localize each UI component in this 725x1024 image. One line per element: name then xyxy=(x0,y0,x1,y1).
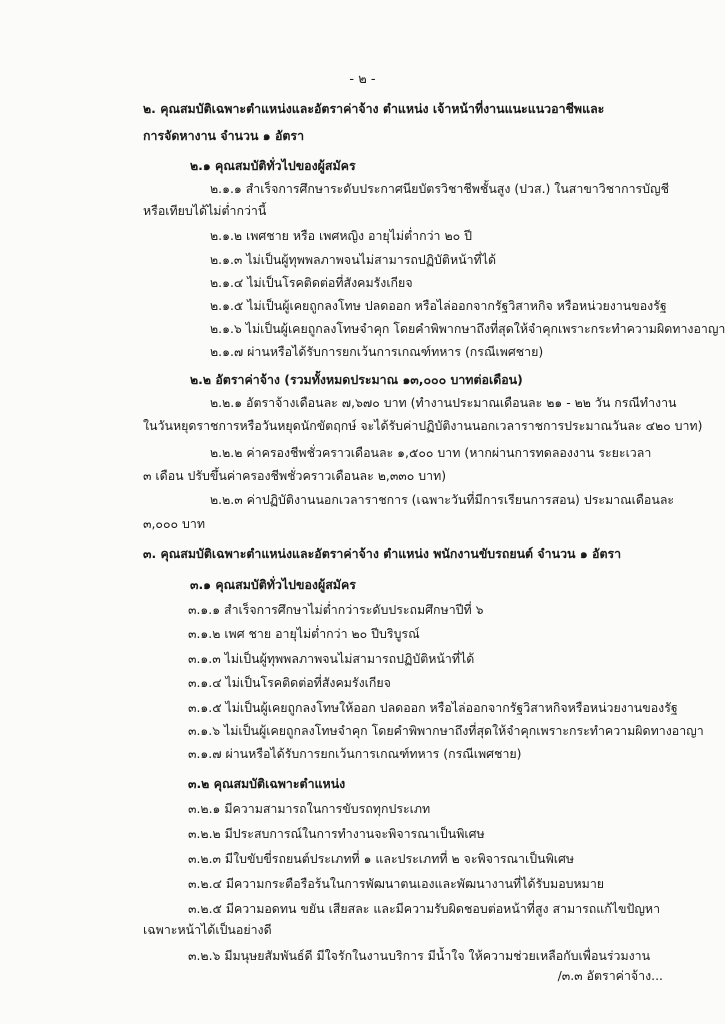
spec-3-2-2: ๓.๒.๒ มีประสบการณ์ในการทำงานจะพิจารณาเป็นพิเศษ xyxy=(188,826,485,841)
spec-3-2-3: ๓.๒.๓ มีใบขับขี่รถยนต์ประเภทที่ ๑ และประเภทที่ ๒ จะพิจารณาเป็นพิเศษ xyxy=(188,851,575,866)
item-3-1-4: ๓.๑.๔ ไม่เป็นโรคติดต่อที่สังคมรังเกียจ xyxy=(188,675,391,690)
item-3-1-3: ๓.๑.๓ ไม่เป็นผู้ทุพพลภาพจนไม่สามารถปฏิบัติหน้าที่ได้ xyxy=(188,651,475,666)
item-3-1-5: ๓.๑.๕ ไม่เป็นผู้เคยถูกลงโทษให้ออก ปลดออก หรือไล่ออกจากรัฐวิสาหกิจหรือหน่วยงานของรัฐ xyxy=(188,700,678,715)
section-2-2-heading: ๒.๒ อัตราค่าจ้าง (รวมทั้งหมดประมาณ ๑๓,๐๐๐ บาทต่อเดือน) xyxy=(190,372,523,387)
item-3-1-2: ๓.๑.๒ เพศ ชาย อายุไม่ต่ำกว่า ๒๐ ปีบริบูรณ์ xyxy=(188,626,420,641)
item-2-1-7: ๒.๑.๗ ผ่านหรือได้รับการยกเว้นการเกณฑ์ทหาร (กรณีเพศชาย) xyxy=(210,344,544,359)
wage-2-2-3-cont: ๓,๐๐๐ บาท xyxy=(143,516,206,531)
wage-2-2-1: ๒.๒.๑ อัตราจ้างเดือนละ ๗,๖๗๐ บาท (ทำงานประมาณเดือนละ ๒๑ - ๒๒ วัน กรณีทำงาน xyxy=(210,395,677,410)
item-3-1-7: ๓.๑.๗ ผ่านหรือได้รับการยกเว้นการเกณฑ์ทหาร (กรณีเพศชาย) xyxy=(188,746,522,761)
item-2-1-5: ๒.๑.๕ ไม่เป็นผู้เคยถูกลงโทษ ปลดออก หรือไล่ออกจากรัฐวิสาหกิจ หรือหน่วยงานของรัฐ xyxy=(210,298,667,313)
section-2-title-line1: ๒. คุณสมบัติเฉพาะตำแหน่งและอัตราค่าจ้าง ตำแหน่ง เจ้าหน้าที่งานแนะแนวอาชีพและ xyxy=(143,101,605,116)
spec-3-2-5: ๓.๒.๕ มีความอดทน ขยัน เสียสละ และมีความรับผิดชอบต่อหน้าที่สูง สามารถแก้ไขปัญหา xyxy=(188,901,661,916)
wage-2-2-3: ๒.๒.๓ ค่าปฏิบัติงานนอกเวลาราชการ (เฉพาะวันที่มีการเรียนการสอน) ประมาณเดือนละ xyxy=(210,492,675,507)
page-number: - ๒ - xyxy=(349,72,376,87)
wage-2-2-2-cont: ๓ เดือน ปรับขึ้นค่าครองชีพชั่วคราวเดือนละ ๒,๓๓๐ บาท) xyxy=(143,468,447,483)
section-3-1-heading: ๓.๑ คุณสมบัติทั่วไปของผู้สมัคร xyxy=(190,577,356,592)
item-2-1-1-cont: หรือเทียบได้ไม่ต่ำกว่านี้ xyxy=(143,203,267,218)
section-3-title: ๓. คุณสมบัติเฉพาะตำแหน่งและอัตราค่าจ้าง ตำแหน่ง พนักงานขับรถยนต์ จำนวน ๑ อัตรา xyxy=(143,546,622,561)
continuation-note: /๓.๓ อัตราค่าจ้าง... xyxy=(557,968,663,983)
item-2-1-4: ๒.๑.๔ ไม่เป็นโรคติดต่อที่สังคมรังเกียจ xyxy=(210,275,413,290)
item-2-1-2: ๒.๑.๒ เพศชาย หรือ เพศหญิง อายุไม่ต่ำกว่า ๒๐ ปี xyxy=(210,228,472,243)
section-2-title-line2: การจัดหางาน จำนวน ๑ อัตรา xyxy=(143,128,305,143)
item-3-1-6: ๓.๑.๖ ไม่เป็นผู้เคยถูกลงโทษจำคุก โดยคำพิพากษาถึงที่สุดให้จำคุกเพราะกระทำความผิดทางอาญา xyxy=(188,723,704,738)
item-2-1-1: ๒.๑.๑ สำเร็จการศึกษาระดับประกาศนียบัตรวิชาชีพชั้นสูง (ปวส.) ในสาขาวิชาการบัญชี xyxy=(210,181,670,196)
spec-3-2-1: ๓.๒.๑ มีความสามารถในการขับรถทุกประเภท xyxy=(188,801,431,816)
section-2-1-heading: ๒.๑ คุณสมบัติทั่วไปของผู้สมัคร xyxy=(190,158,356,173)
spec-3-2-4: ๓.๒.๔ มีความกระตือรือร้นในการพัฒนาตนเองและพัฒนางานที่ได้รับมอบหมาย xyxy=(188,876,605,891)
spec-3-2-6: ๓.๒.๖ มีมนุษยสัมพันธ์ดี มีใจรักในงานบริการ มีน้ำใจ ให้ความช่วยเหลือกับเพื่อนร่วมงาน xyxy=(188,948,651,963)
wage-2-2-2: ๒.๒.๒ ค่าครองชีพชั่วคราวเดือนละ ๑,๕๐๐ บาท (หากผ่านการทดลองงาน ระยะเวลา xyxy=(210,445,652,460)
item-2-1-6: ๒.๑.๖ ไม่เป็นผู้เคยถูกลงโทษจำคุก โดยคำพิพากษาถึงที่สุดให้จำคุกเพราะกระทำความผิดทางอาญา xyxy=(210,321,725,336)
item-3-1-1: ๓.๑.๑ สำเร็จการศึกษาไม่ต่ำกว่าระดับประถมศึกษาปีที่ ๖ xyxy=(188,602,484,617)
wage-2-2-1-cont: ในวันหยุดราชการหรือวันหยุดนักขัตฤกษ์ จะได้รับค่าปฏิบัติงานนอกเวลาราชการประมาณวันละ ๔๒๐ บาท) xyxy=(143,418,703,433)
section-3-2-heading: ๓.๒ คุณสมบัติเฉพาะตำแหน่ง xyxy=(188,776,346,791)
item-2-1-3: ๒.๑.๓ ไม่เป็นผู้ทุพพลภาพจนไม่สามารถปฏิบัติหน้าที่ได้ xyxy=(210,252,497,267)
spec-3-2-5-cont: เฉพาะหน้าได้เป็นอย่างดี xyxy=(143,922,272,937)
